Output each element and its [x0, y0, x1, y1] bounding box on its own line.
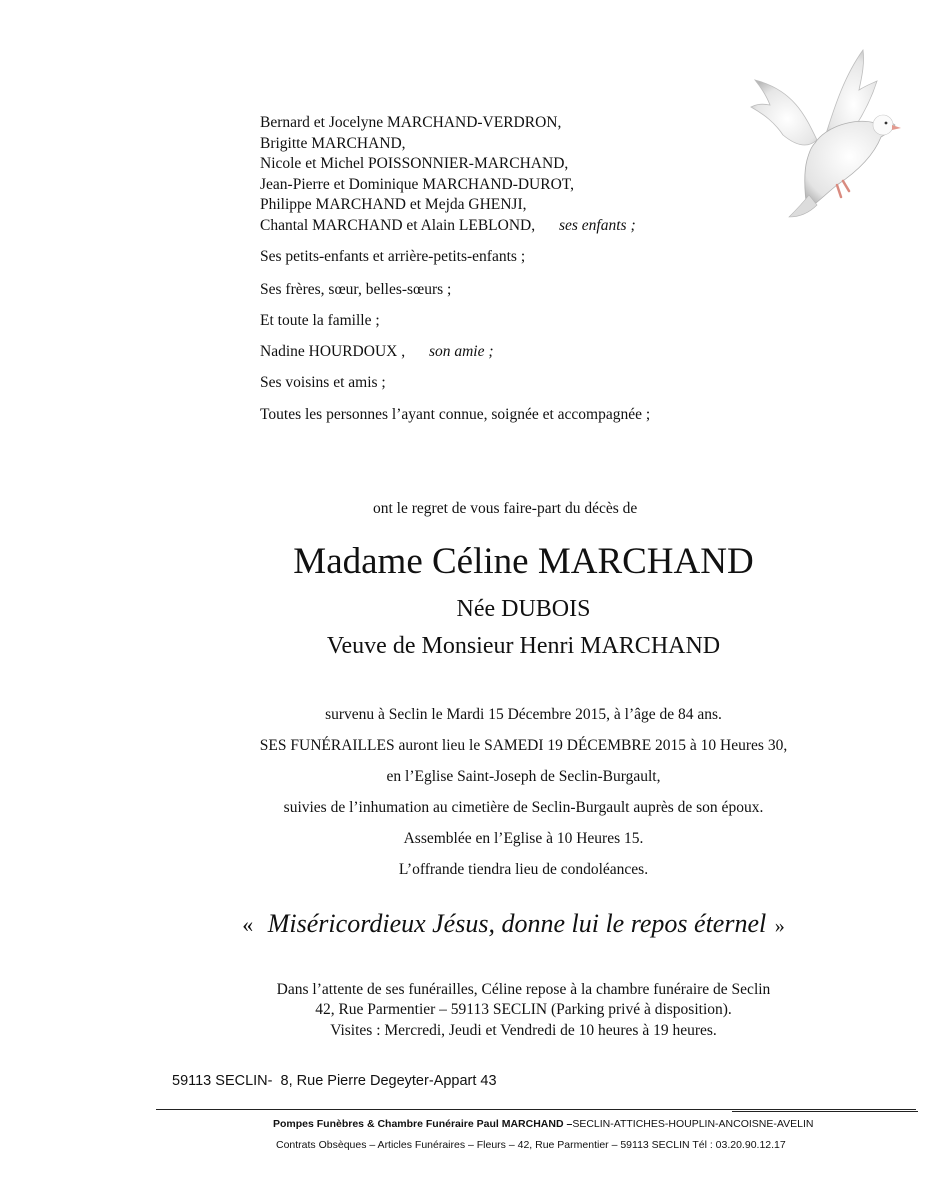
church-line: en l’Eglise Saint-Joseph de Seclin-Burgault, [386, 768, 661, 785]
funeral-line: SES FUNÉRAILLES auront lieu le SAMEDI 19 DÉCEMBRE 2015 à 10 Heures 30, [259, 737, 788, 754]
visit-line-1: Dans l’attente de ses funérailles, Céline repose à la chambre funéraire de Seclin [276, 981, 771, 998]
dove-back-wing [751, 80, 817, 145]
prayer-line [0, 907, 947, 943]
footer-company [273, 1118, 813, 1130]
footer-company-towns: SECLIN-ATTICHES-HOUPLIN-ANCOISNE-AVELIN [572, 1118, 814, 1130]
dove-head [873, 115, 893, 135]
visit-line-3: Visites : Mercredi, Jeudi et Vendredi de 10 heures à 19 heures. [330, 1022, 717, 1039]
offering-line: L’offrande tiendra lieu de condoléances. [398, 861, 649, 878]
carers-line: Toutes les personnes l’ayant connue, soignée et accompagnée ; [260, 406, 651, 423]
footer-company-name: Pompes Funèbres & Chambre Funéraire Paul MARCHAND – [273, 1118, 573, 1130]
children-list [260, 113, 636, 236]
child-line: Jean-Pierre et Dominique MARCHAND-DUROT, [260, 175, 574, 193]
neighbours-line: Ses voisins et amis ; [260, 374, 386, 391]
dove-beak [892, 125, 901, 130]
child-line [260, 216, 636, 237]
widow-line: Veuve de Monsieur Henri MARCHAND [326, 633, 721, 659]
footer-rule-short [732, 1111, 918, 1112]
family-line: Et toute la famille ; [260, 312, 380, 329]
child-line-text: Chantal MARCHAND et Alain LEBLOND, [260, 216, 536, 234]
dove-illustration [745, 45, 905, 220]
visit-line-2: 42, Rue Parmentier – 59113 SECLIN (Parking privé à disposition). [315, 1001, 732, 1018]
child-line: Bernard et Jocelyne MARCHAND-VERDRON, [260, 114, 562, 131]
burial-line: suivies de l’inhumation au cimetière de Seclin-Burgault auprès de son époux. [283, 799, 764, 816]
deceased-name: Madame Céline MARCHAND [293, 541, 754, 582]
children-role: ses enfants ; [558, 216, 636, 234]
dove-eye [885, 122, 888, 125]
friend-name: Nadine HOURDOUX , [260, 343, 406, 360]
child-line: Philippe MARCHAND et Mejda GHENJI, [260, 196, 527, 213]
prayer-close-quote: » [774, 915, 785, 937]
child-line: Nicole et Michel POISSONNIER-MARCHAND, [260, 155, 569, 172]
grandchildren-line: Ses petits-enfants et arrière-petits-enfants ; [260, 248, 526, 265]
deceased-address: 59113 SECLIN- 8, Rue Pierre Degeyter-Appart 43 [172, 1073, 497, 1089]
death-line: survenu à Seclin le Mardi 15 Décembre 2015, à l’âge de 84 ans. [325, 706, 722, 723]
child-line: Brigitte MARCHAND, [260, 134, 406, 152]
maiden-name: Née DUBOIS [456, 596, 591, 622]
intro-line: ont le regret de vous faire-part du décès de [373, 500, 638, 517]
footer-rule [156, 1109, 916, 1110]
siblings-line: Ses frères, sœur, belles-sœurs ; [260, 281, 452, 298]
footer-contracts: Contrats Obsèques – Articles Funéraires – Fleurs – 42, Rue Parmentier – 59113 SECLIN Tél : 03.20.90.12.17 [276, 1139, 786, 1151]
friend-line [260, 342, 494, 363]
prayer-text: Miséricordieux Jésus, donne lui le repos éternel [267, 909, 767, 938]
assembly-line: Assemblée en l’Eglise à 10 Heures 15. [403, 830, 644, 847]
prayer-open-quote: « [242, 912, 254, 937]
friend-role: son amie ; [428, 343, 494, 360]
